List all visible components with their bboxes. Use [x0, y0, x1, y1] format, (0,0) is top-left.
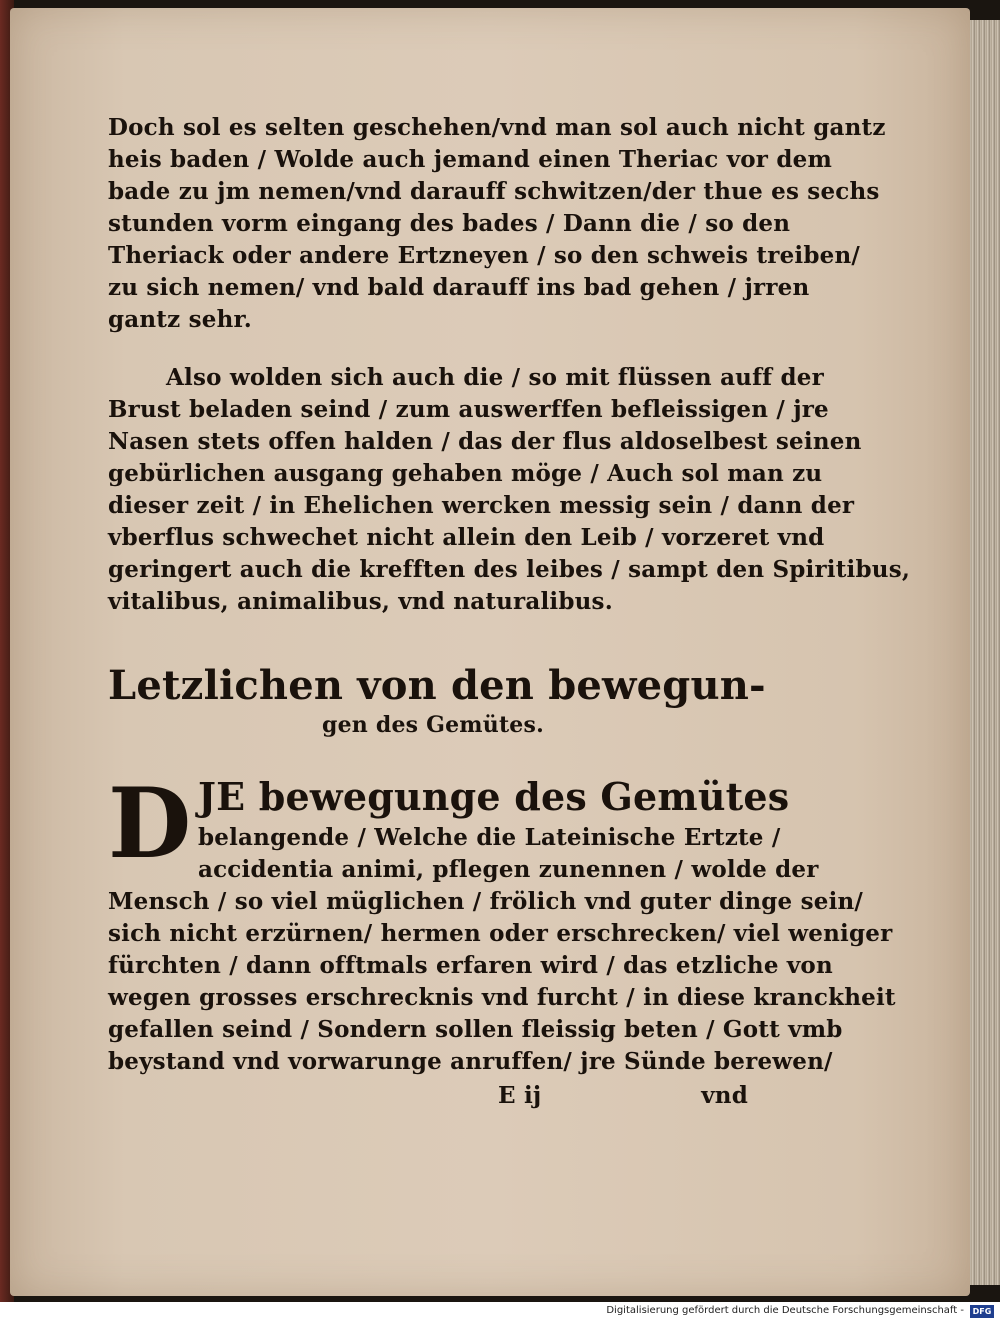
dfg-logo: DFG: [970, 1305, 994, 1318]
text-line: bade zu jm nemen/vnd darauff schwitzen/der thue es sechs: [108, 178, 880, 205]
page-fore-edge: [966, 20, 1000, 1285]
paragraph-2: [108, 362, 911, 618]
text-line: accidentia animi, pflegen zunennen / wolde der: [198, 856, 819, 883]
signature-mark: E ij: [498, 1082, 542, 1109]
text-line: Brust beladen seind / zum auswerffen befleissigen / jre: [108, 396, 829, 423]
text-line: belangende / Welche die Lateinische Ertzte /: [198, 824, 781, 851]
text-line: Theriack oder andere Ertzneyen / so den schweis treiben/: [108, 242, 860, 269]
text-line: vitalibus, animalibus, vnd naturalibus.: [108, 588, 613, 615]
digitization-credit: Digitalisierung gefördert durch die Deutsche Forschungsgemeinschaft -: [606, 1305, 964, 1316]
page-foot: [108, 1078, 758, 1114]
opening-line: JE bewegunge des Gemütes: [198, 774, 790, 819]
text-line: geringert auch die krefften des leibes / sampt den Spiritibus,: [108, 556, 911, 583]
text-line: beystand vnd vorwarunge anruffen/ jre Sünde berewen/: [108, 1048, 833, 1075]
text-line: Also wolden sich auch die / so mit flüssen auff der: [166, 364, 824, 391]
text-line: stunden vorm eingang des bades / Dann die / so den: [108, 210, 791, 237]
text-line: fürchten / dann offtmals erfaren wird / das etzliche von: [108, 952, 833, 979]
text-line: vberflus schwechet nicht allein den Leib / vorzeret vnd: [108, 524, 825, 551]
decorated-initial: D: [108, 767, 192, 880]
text-line: gefallen seind / Sondern sollen fleissig beten / Gott vmb: [108, 1016, 843, 1043]
text-line: Doch sol es selten geschehen/vnd man sol auch nicht gantz: [108, 114, 886, 141]
text-line: gebürlichen ausgang gehaben möge / Auch sol man zu: [108, 460, 823, 487]
text-line: heis baden / Wolde auch jemand einen Theriac vor dem: [108, 146, 832, 173]
text-line: Mensch / so viel müglichen / frölich vnd guter dinge sein/: [108, 888, 864, 915]
text-line: zu sich nemen/ vnd bald darauff ins bad gehen / jrren: [108, 274, 810, 301]
text-line: wegen grosses erschrecknis vnd furcht / in diese kranckheit: [108, 984, 896, 1011]
paragraph-1: [108, 112, 886, 336]
catchword: vnd: [701, 1082, 748, 1109]
paragraph-3: [108, 767, 896, 1078]
text-line: gantz sehr.: [108, 306, 252, 333]
text-line: dieser zeit / in Ehelichen wercken messig sein / dann der: [108, 492, 855, 519]
section-heading: Letzlichen von den bewegun-: [108, 662, 766, 709]
section-heading-continued: gen des Gemütes.: [322, 712, 544, 738]
text-line: Nasen stets offen halden / das der flus aldoselbest seinen: [108, 428, 862, 455]
page-text: [108, 112, 911, 1114]
text-line: sich nicht erzürnen/ hermen oder erschrecken/ viel weniger: [108, 920, 893, 947]
